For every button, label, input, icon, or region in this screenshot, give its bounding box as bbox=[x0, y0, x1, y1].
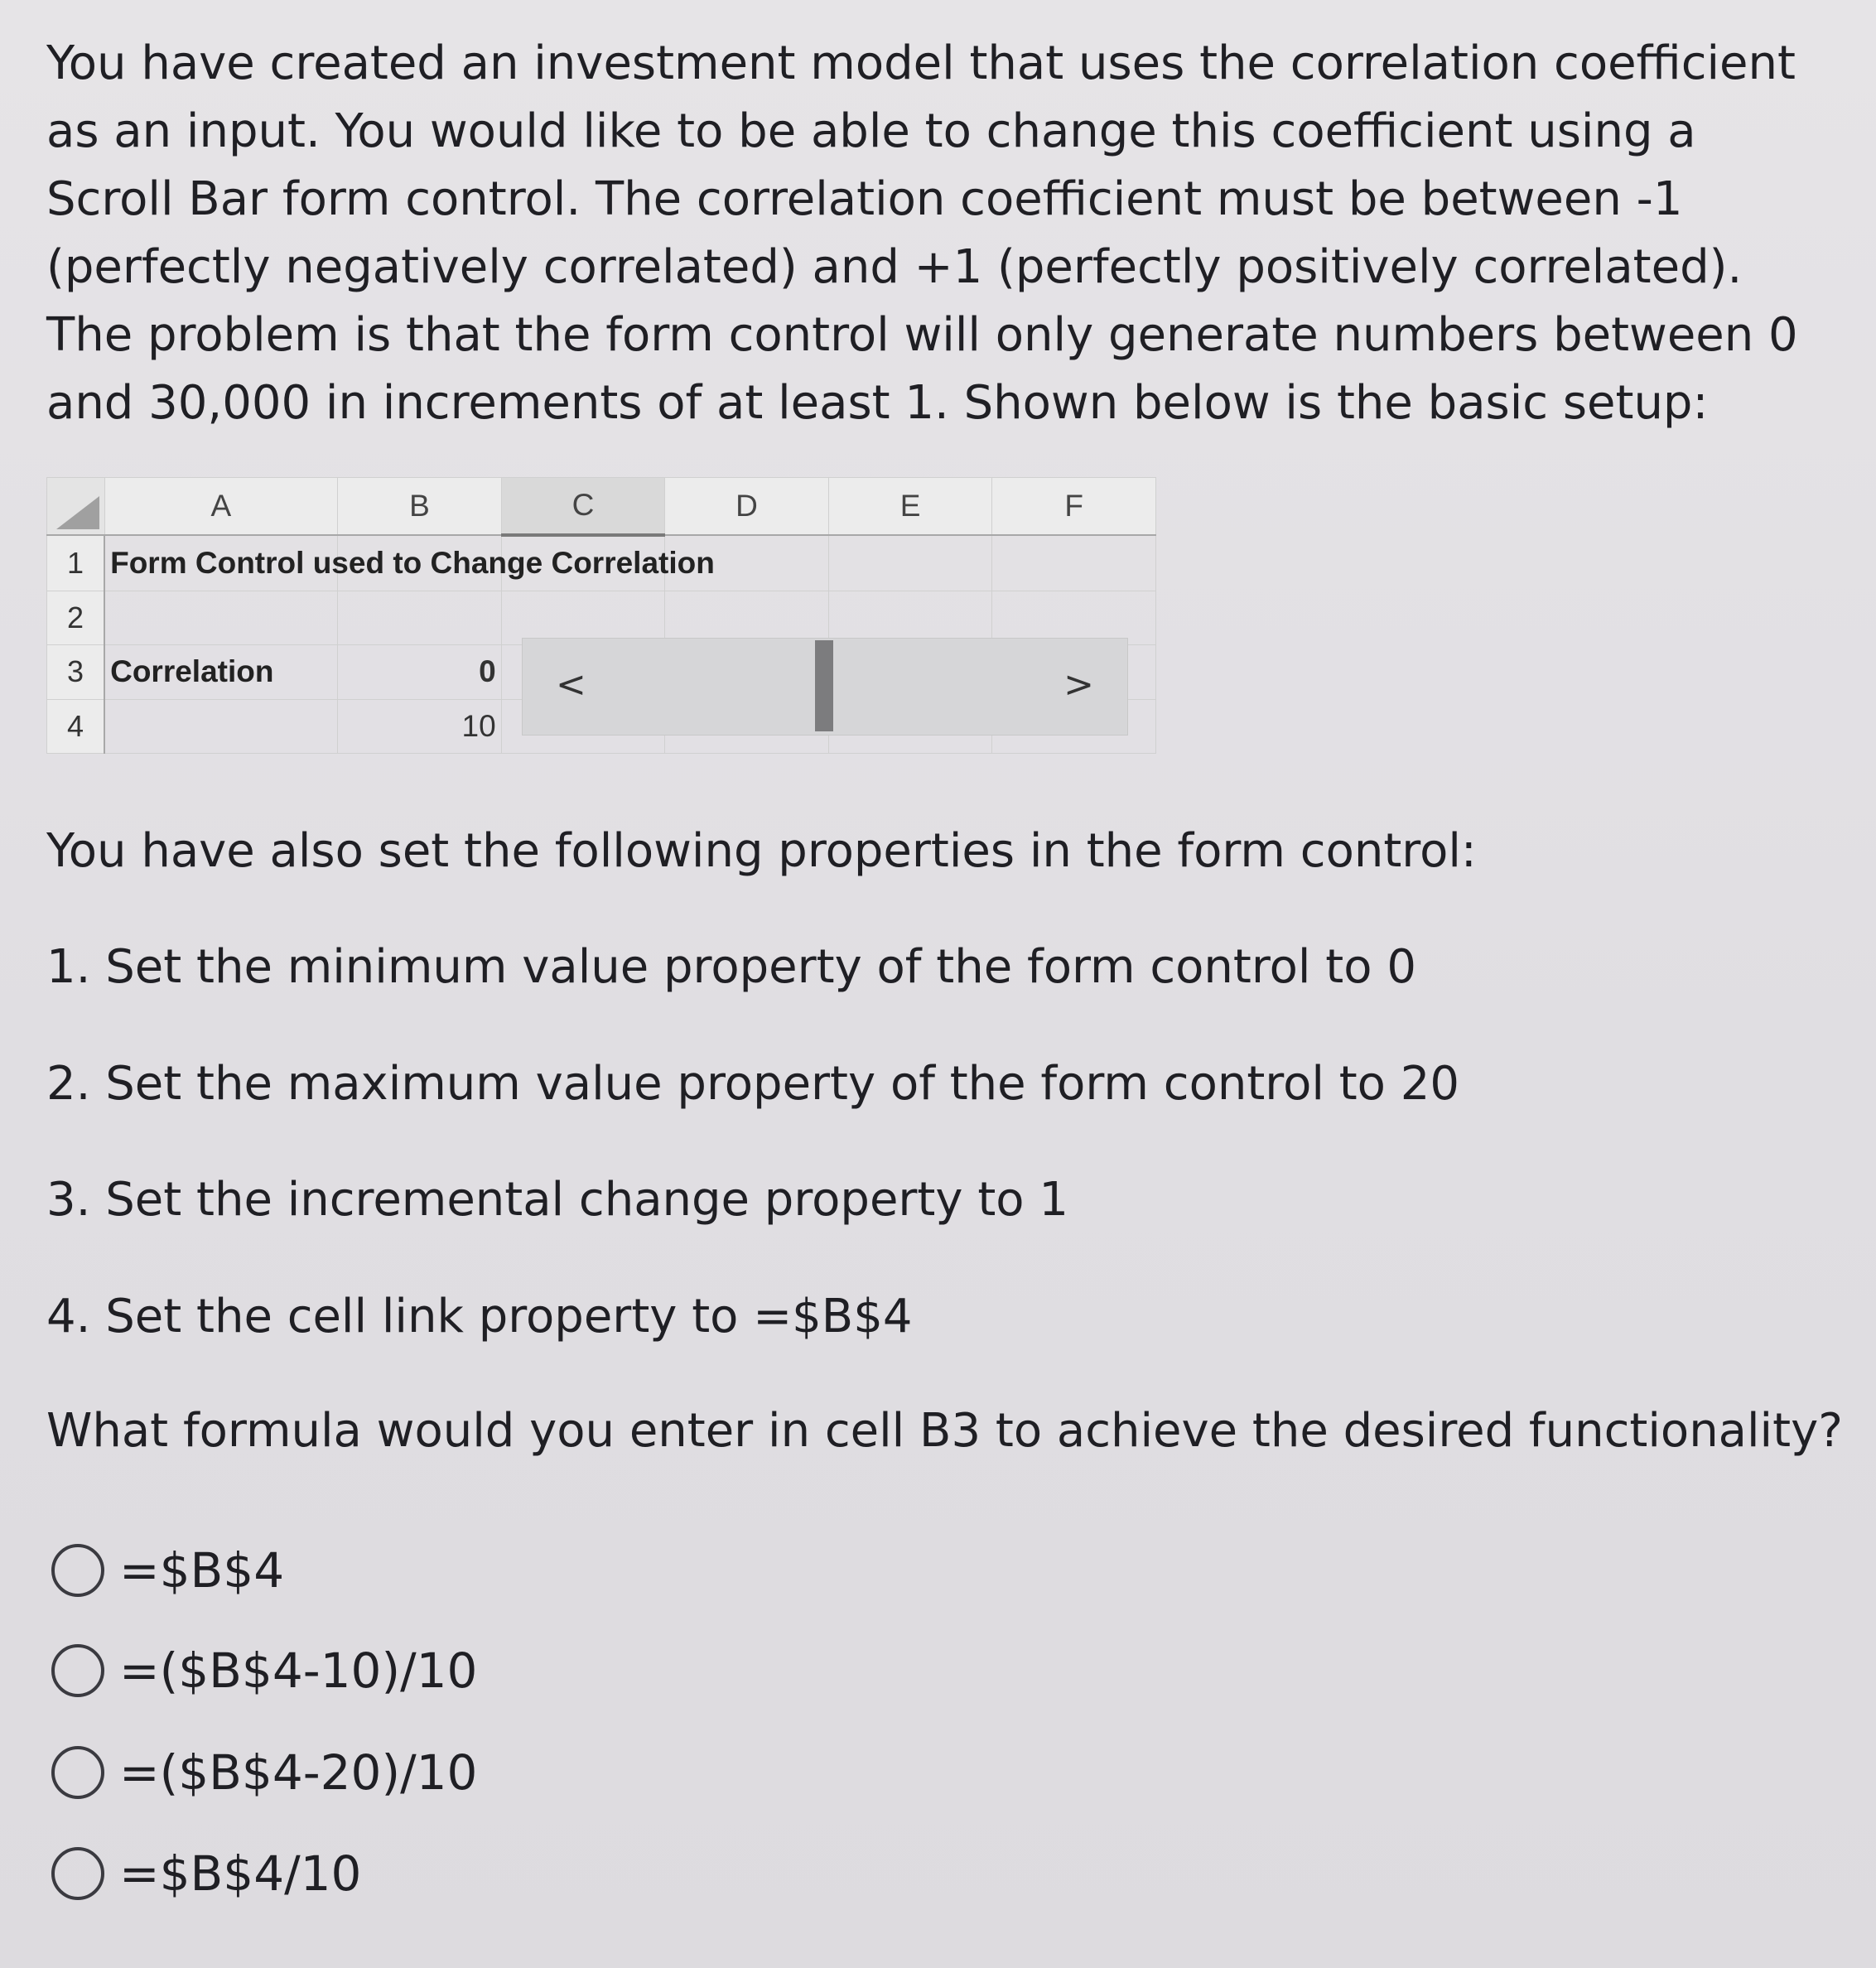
scroll-left-arrow[interactable]: < bbox=[556, 663, 586, 706]
properties-intro: You have also set the following properties in the form control: bbox=[46, 824, 1477, 878]
scroll-right-arrow[interactable]: > bbox=[1063, 663, 1094, 706]
cell-b2[interactable] bbox=[338, 591, 502, 644]
cell-a2[interactable] bbox=[104, 591, 338, 644]
column-header-f[interactable]: F bbox=[992, 478, 1156, 535]
select-all-corner[interactable] bbox=[47, 478, 105, 535]
answer-option-1[interactable] bbox=[51, 1542, 284, 1599]
row-header-4[interactable]: 4 bbox=[47, 699, 105, 753]
answer-option-3[interactable] bbox=[51, 1744, 477, 1801]
question-intro: You have created an investment model that uses the correlation coefficient as an input. You would like to be able to change this coefficient using a Scroll Bar form control. The correlation coefficient must be between -1 (perfectly negatively correlated) and +1 (perfectly positively correlated). The problem is that the form control will only generate numbers between 0 and 30,000 in increments of at least 1. Shown below is the basic setup: bbox=[46, 36, 1798, 430]
radio-icon[interactable] bbox=[51, 1544, 104, 1597]
answer-option-2[interactable] bbox=[51, 1642, 477, 1699]
radio-icon[interactable] bbox=[51, 1847, 104, 1900]
column-header-a[interactable]: A bbox=[104, 478, 338, 535]
radio-icon[interactable] bbox=[51, 1746, 104, 1799]
answer-option-label: =$B$4/10 bbox=[119, 1845, 362, 1902]
cell-c2[interactable] bbox=[501, 591, 665, 644]
cell-f2[interactable] bbox=[992, 591, 1156, 644]
row-header-1[interactable]: 1 bbox=[47, 535, 105, 591]
step-2: 2. Set the maximum value property of the form control to 20 bbox=[46, 1057, 1459, 1111]
step-1: 1. Set the minimum value property of the form control to 0 bbox=[46, 940, 1416, 994]
scroll-bar-form-control[interactable] bbox=[522, 638, 1128, 736]
question-prompt: What formula would you enter in cell B3 to achieve the desired functionality? bbox=[46, 1404, 1843, 1458]
cell-b3[interactable]: 0 bbox=[338, 645, 502, 699]
answer-option-label: =$B$4 bbox=[119, 1542, 285, 1599]
cell-a1[interactable]: Form Control used to Change Correlation bbox=[104, 535, 338, 591]
cell-f1[interactable] bbox=[992, 535, 1156, 591]
cell-a4[interactable] bbox=[104, 699, 338, 753]
answer-option-label: =($B$4-10)/10 bbox=[119, 1642, 478, 1699]
column-header-c[interactable]: C bbox=[501, 478, 665, 535]
cell-a3[interactable]: Correlation bbox=[104, 645, 338, 699]
cell-e2[interactable] bbox=[828, 591, 992, 644]
cell-e1[interactable] bbox=[828, 535, 992, 591]
column-header-b[interactable]: B bbox=[338, 478, 502, 535]
step-3: 3. Set the incremental change property to 1 bbox=[46, 1173, 1068, 1227]
row-header-2[interactable]: 2 bbox=[47, 591, 105, 644]
answer-option-4[interactable] bbox=[51, 1845, 361, 1902]
step-4: 4. Set the cell link property to =$B$4 bbox=[46, 1290, 913, 1343]
cell-d2[interactable] bbox=[665, 591, 829, 644]
scroll-thumb[interactable] bbox=[815, 640, 833, 731]
column-header-d[interactable]: D bbox=[665, 478, 829, 535]
cell-b4[interactable]: 10 bbox=[338, 699, 502, 753]
row-header-3[interactable]: 3 bbox=[47, 645, 105, 699]
radio-icon[interactable] bbox=[51, 1644, 104, 1697]
answer-option-label: =($B$4-20)/10 bbox=[119, 1744, 478, 1801]
column-header-e[interactable]: E bbox=[828, 478, 992, 535]
